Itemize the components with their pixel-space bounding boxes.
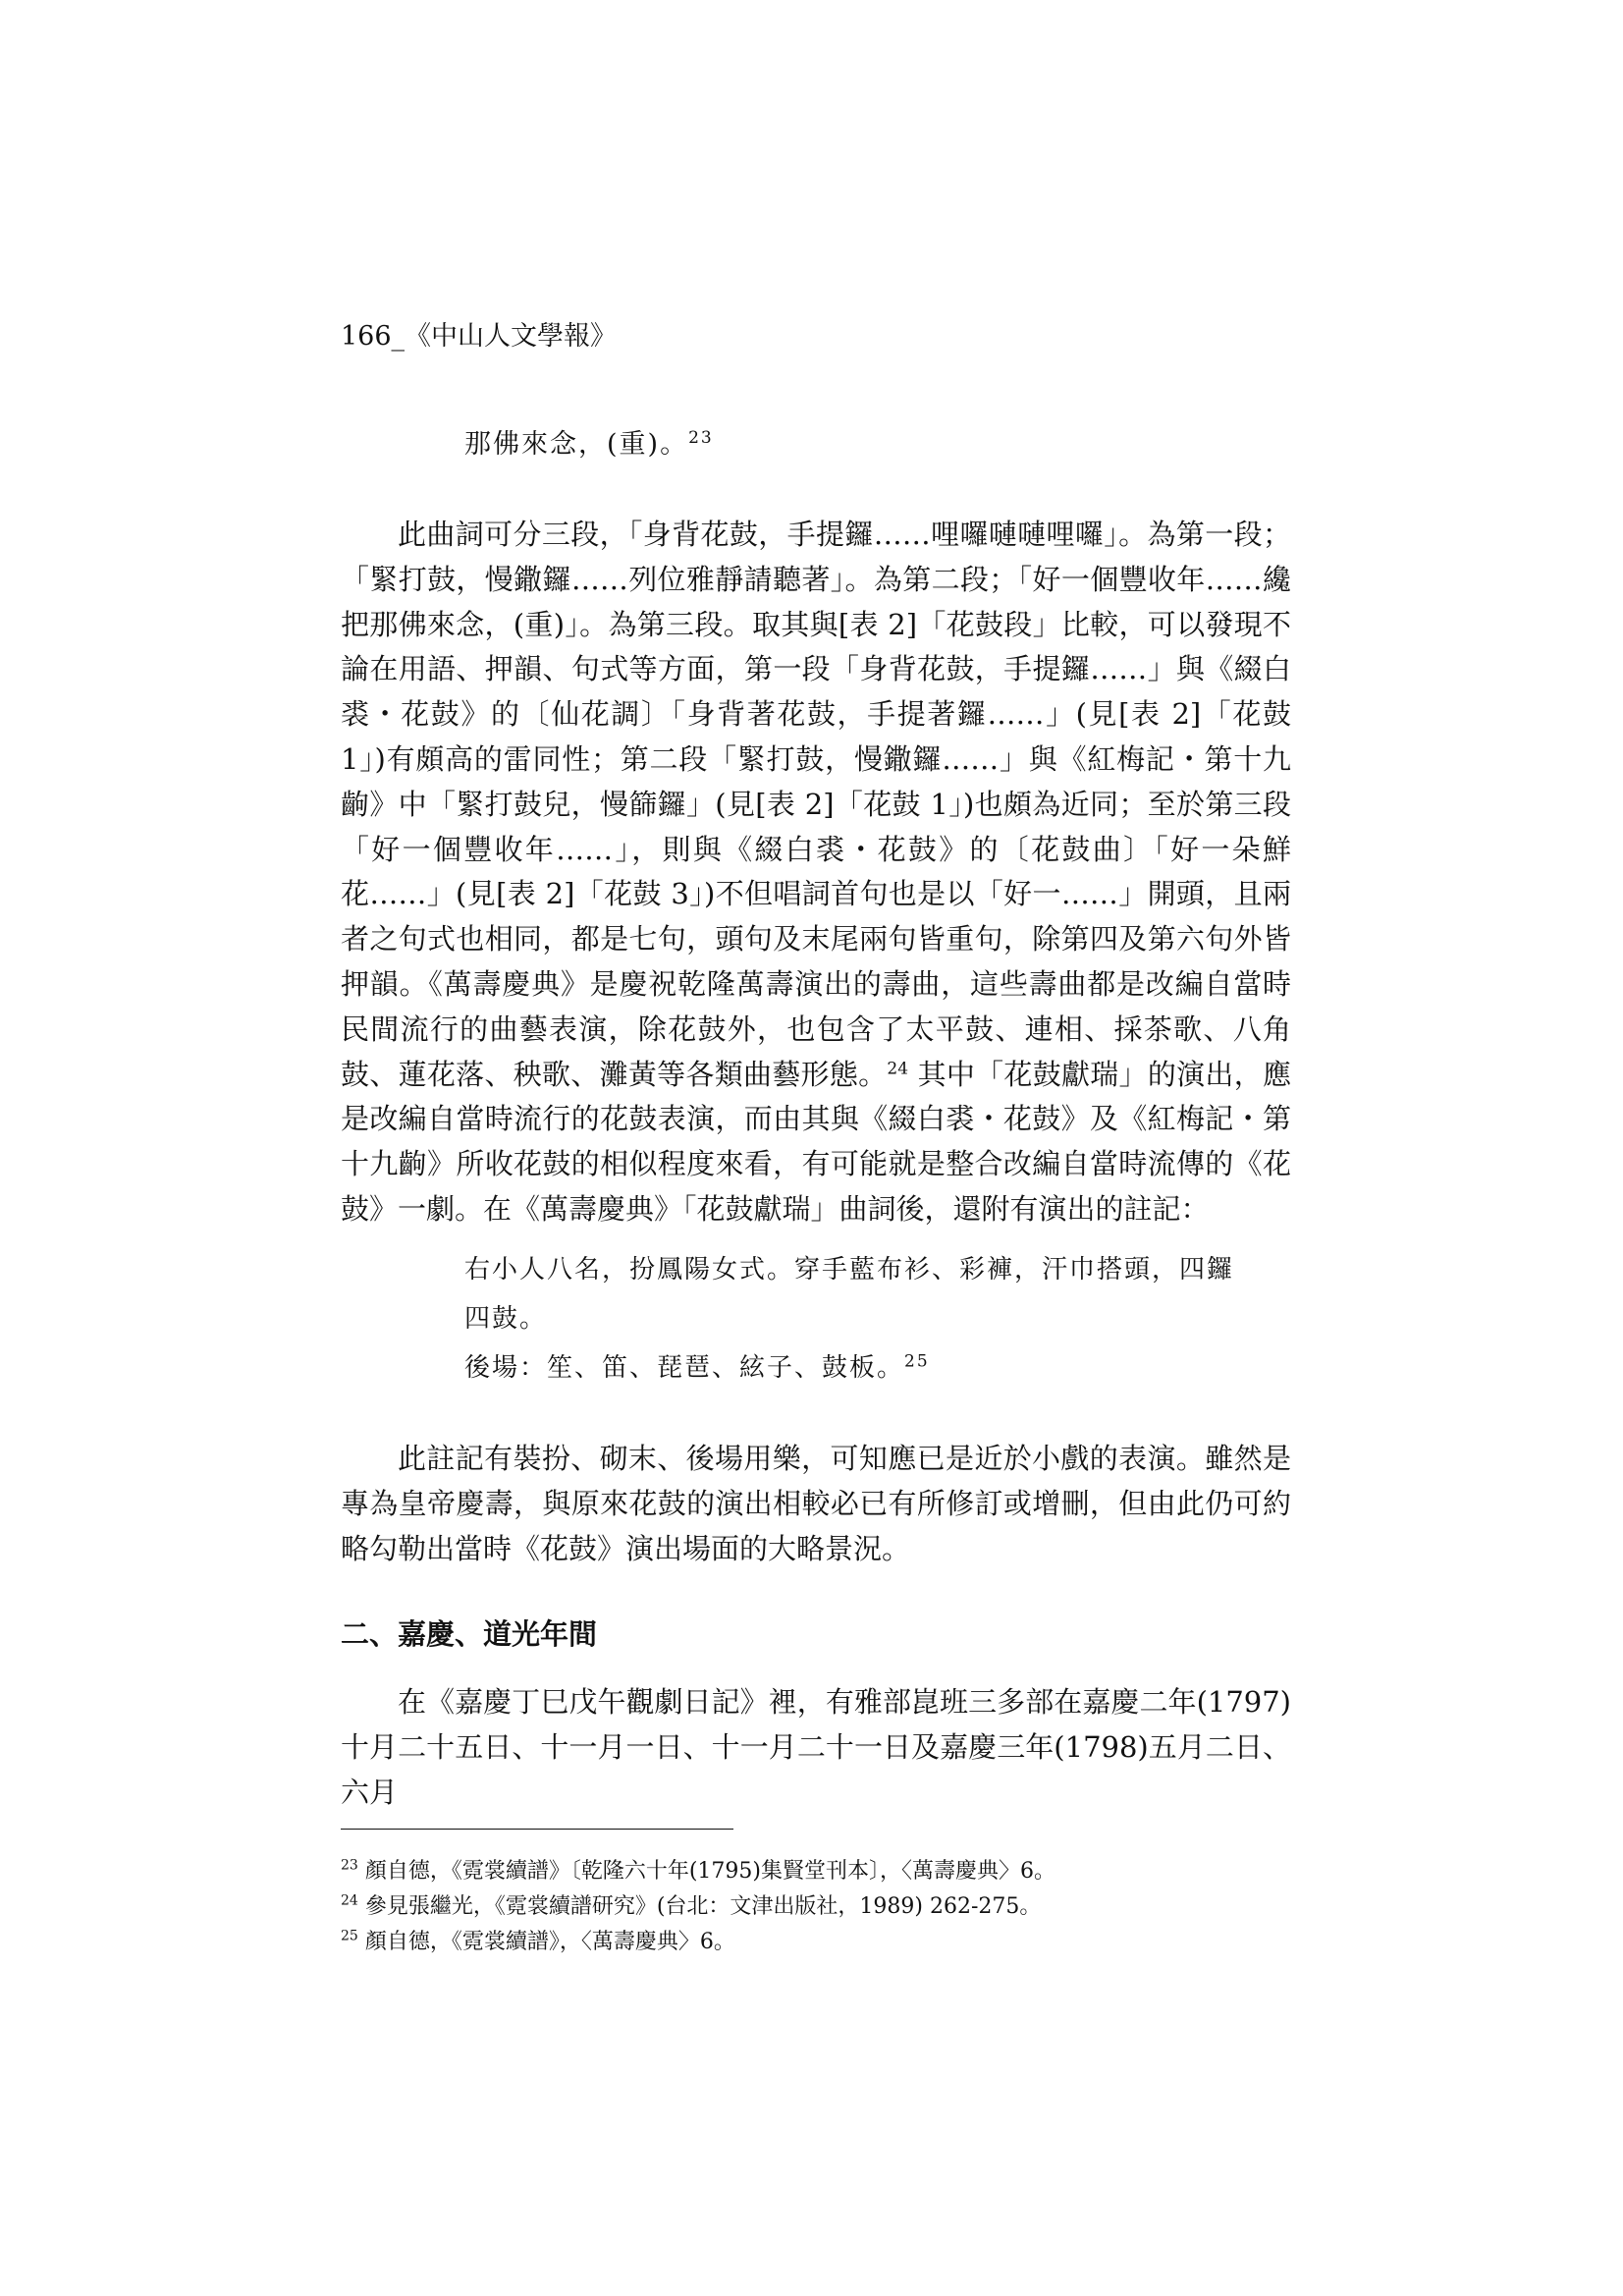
performance-note-line-1: 右小人八名，扮鳳陽女式。穿手藍布衫、彩褲，汗巾搭頭，四鑼四鼓。 [464, 1255, 1235, 1334]
performance-note-line-2-text: 後場：笙、笛、琵琶、絃子、鼓板。 [464, 1353, 905, 1383]
footnote-number: 25 [341, 1928, 358, 1944]
footnote-23 [341, 1854, 1055, 1885]
performance-note-line-2 [464, 1343, 1240, 1393]
footnote-ref-24: 24 [887, 1058, 909, 1078]
performance-note-quote [464, 1245, 1240, 1393]
journal-title: _《中山人文學報》 [391, 321, 618, 352]
footnote-number: 24 [341, 1892, 358, 1909]
paragraph-1-text: 此曲詞可分三段，「身背花鼓，手提鑼……哩囉嗹嗹哩囉」。為第一段；「緊打鼓，慢鏾鑼……列位雅靜請聽著」。為第二段；「好一個豐收年……纔把那佛來念，(重)」。為第三段。取其與[表 2]「花鼓段」比較，可以發現不論在用語、押韻、句式等方面，第一段「身背花鼓，手提鑼……」與《綴白裘・花鼓》的〔仙花調〕「身背著花鼓，手提著鑼……」(見[表 2]「花鼓 1」)有頗高的雷同性；第二段「緊打鼓，慢鏾鑼……」與《紅梅記・第十九齣》中「緊打鼓兒，慢篩鑼」(見[表 2]「花鼓 1」)也頗為近同；至於第三段「好一個豐收年……」，則與《綴白裘・花鼓》的〔花鼓曲〕「好一朵鮮花……」(見[表 2]「花鼓 3」)不但唱詞首句也是以「好一……」開頭，且兩者之句式也相同，都是七句，頭句及末尾兩句皆重句，除第四及第六句外皆押韻。《萬壽慶典》是慶祝乾隆萬壽演出的壽曲，這些壽曲都是改編自當時民間流行的曲藝表演，除花鼓外，也包含了太平鼓、連相、採茶歌、八角鼓、蓮花落、秧歌、灘黃等各類曲藝形態。 [341, 518, 1291, 1091]
footnote-number: 23 [341, 1857, 358, 1874]
paragraph-1-text-continued: 其中「花鼓獻瑞」的演出，應是改編自當時流行的花鼓表演，而由其與《綴白裘・花鼓》及《紅梅記・第十九齣》所收花鼓的相似程度來看，有可能就是整合改編自當時流傳的《花鼓》一劇。在《萬壽慶典》「花鼓獻瑞」曲詞後，還附有演出的註記： [341, 1057, 1291, 1226]
section-heading: 二、嘉慶、道光年間 [341, 1617, 598, 1651]
body-paragraph-3: 在《嘉慶丁巳戊午觀劇日記》裡，有雅部崑班三多部在嘉慶二年(1797)十月二十五日、十一月一日、十一月二十一日及嘉慶三年(1798)五月二日、六月 [341, 1685, 1291, 1809]
body-paragraph-2: 此註記有裝扮、砌末、後場用樂，可知應已是近於小戲的表演。雖然是專為皇帝慶壽，與原來花鼓的演出相較必已有所修訂或增刪，但由此仍可約略勾勒出當時《花鼓》演出場面的大略景況。 [341, 1442, 1291, 1565]
lyric-quote-text: 那佛來念，(重)。 [464, 429, 689, 460]
footnote-divider [341, 1829, 733, 1830]
footnote-24 [341, 1889, 1041, 1920]
footnote-ref-25: 25 [904, 1351, 930, 1372]
footnote-text: 顏自德，《霓裳續譜》，〈萬壽慶典〉6。 [364, 1930, 735, 1954]
running-header [341, 314, 617, 353]
footnote-25 [341, 1925, 735, 1955]
page-number: 166 [341, 321, 392, 352]
footnote-text: 顏自德，《霓裳續譜》〔乾隆六十年(1795)集賢堂刊本〕，〈萬壽慶典〉6。 [364, 1859, 1055, 1884]
lyric-quote [464, 422, 714, 461]
footnote-text: 參見張繼光，《霓裳續譜研究》(台北：文津出版社，1989) 262-275。 [364, 1894, 1042, 1919]
body-paragraph-1 [341, 513, 1291, 1232]
footnote-ref-23: 23 [688, 428, 714, 448]
